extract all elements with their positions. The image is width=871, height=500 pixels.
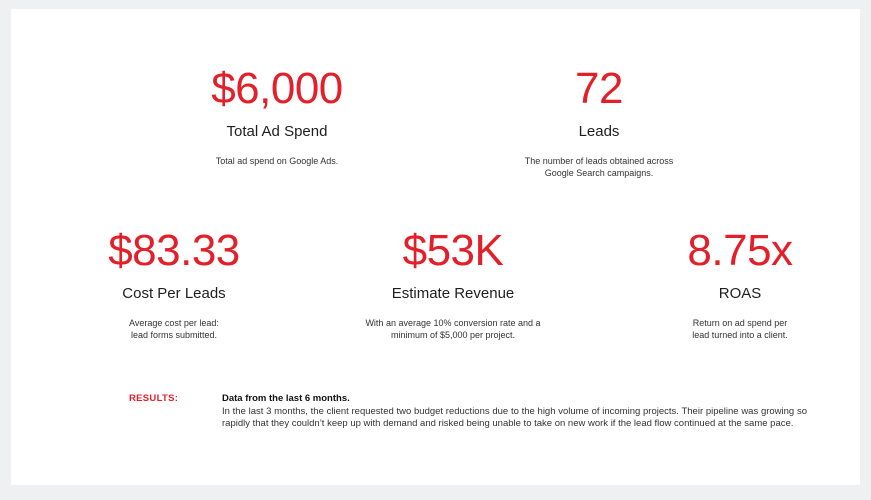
stat-description: [343, 317, 563, 341]
stat-leads: [489, 64, 709, 179]
stat-estimate-revenue: [343, 226, 563, 341]
stat-description: [74, 317, 274, 341]
stat-description-line: The number of leads obtained across: [524, 156, 674, 166]
stat-description-line: Total ad spend on Google Ads.: [215, 156, 339, 166]
stat-description-line: minimum of $5,000 per project.: [390, 330, 516, 340]
stat-description-line: Average cost per lead:: [129, 318, 219, 328]
stat-description: [177, 155, 377, 167]
results-body: [222, 393, 807, 431]
stat-label: Estimate Revenue: [391, 285, 515, 302]
stat-value: $83.33: [108, 226, 240, 275]
stat-total-ad-spend: [177, 64, 377, 167]
stat-value: $6,000: [211, 64, 343, 113]
stat-description-line: With an average 10% conversion rate and a: [365, 318, 541, 328]
results-paragraph: In the last 3 months, the client requested two budget reductions due to the high volume of incoming projects. Their pipeline was growing so rapidly that they couldn’t keep up with demand and risked being unable to take on new work if the lead flow continued at the same pace.: [222, 405, 807, 429]
stat-label: Cost Per Leads: [122, 285, 226, 302]
stat-description-line: lead forms submitted.: [130, 330, 218, 340]
stat-description: [489, 155, 709, 179]
stat-roas: [645, 226, 835, 341]
results-tag: RESULTS:: [129, 393, 179, 404]
stat-value: 8.75x: [687, 226, 793, 275]
results-heading: Data from the last 6 months.: [222, 393, 350, 404]
stat-description-line: Return on ad spend per: [692, 318, 788, 328]
stat-label: Total Ad Spend: [226, 123, 328, 140]
stat-cost-per-lead: [74, 226, 274, 341]
stat-value: $53K: [402, 226, 504, 275]
results-card: [11, 9, 860, 485]
stat-label: Leads: [578, 123, 620, 140]
stat-label: ROAS: [718, 285, 762, 302]
stat-description-line: lead turned into a client.: [692, 330, 788, 340]
stat-description-line: Google Search campaigns.: [544, 168, 654, 178]
stat-value: 72: [575, 64, 623, 113]
stat-description: [645, 317, 835, 341]
